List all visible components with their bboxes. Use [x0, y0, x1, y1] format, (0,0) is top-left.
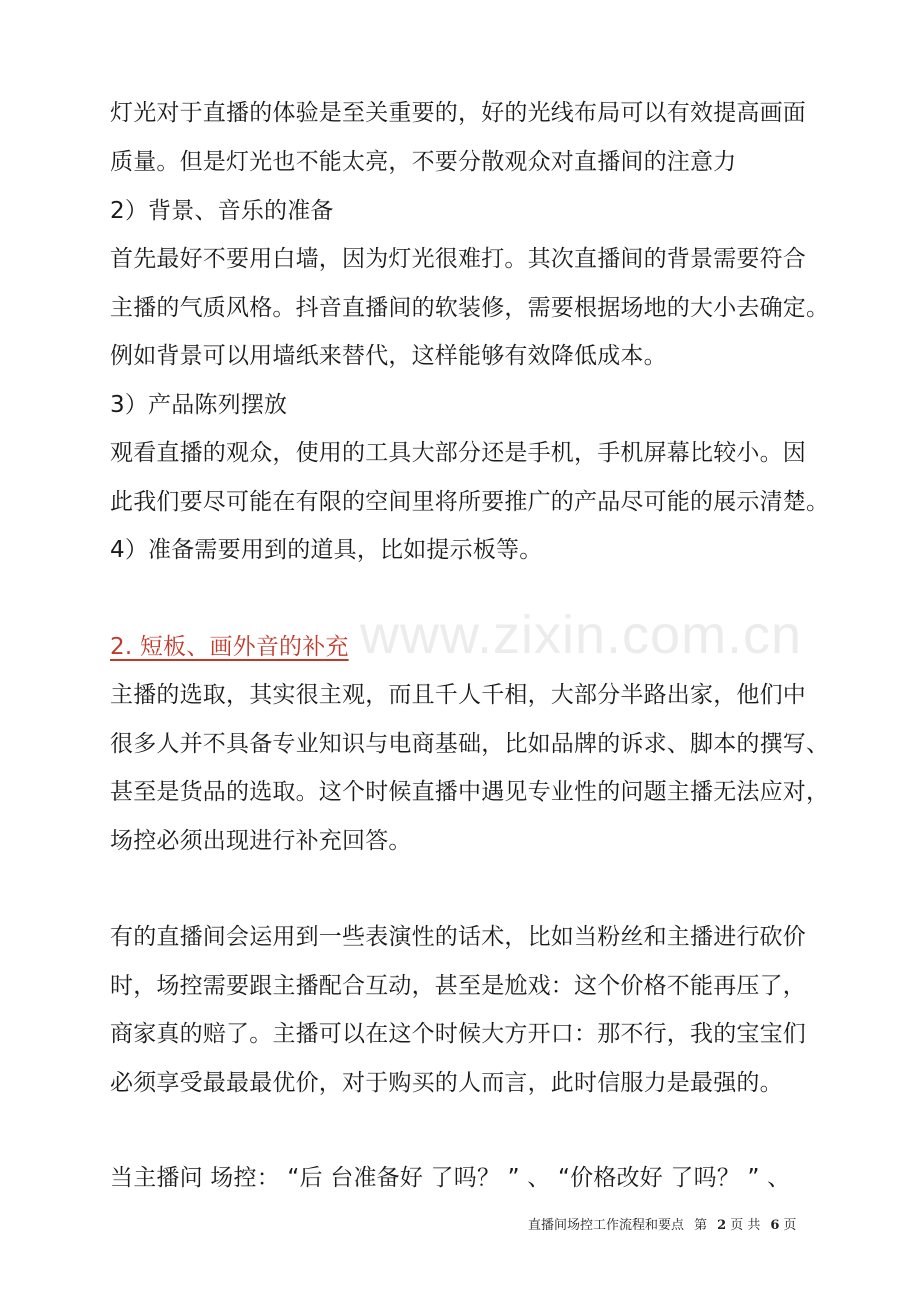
footer-page-suffix: 页 — [783, 1218, 797, 1233]
paragraph-line: 甚至是货品的选取。这个时候直播中遇见专业性的问题主播无法应对， — [110, 779, 830, 805]
paragraph-line: 时，场控需要跟主播配合互动，甚至是尬戏：这个价格不能再压了， — [110, 973, 806, 999]
paragraph-line: 主播的气质风格。抖音直播间的软装修，需要根据场地的大小去确定。 — [110, 295, 830, 321]
footer-page-total: 6 — [770, 1218, 780, 1233]
subheading-props: 4）准备需要用到的道具，比如提示板等。 — [110, 537, 543, 563]
footer-page-prefix: 第 — [694, 1218, 708, 1233]
paragraph-line: 当主播问 场控： “后 台准备好 了吗？ ” 、 “价格改好 了吗？ ” 、 — [110, 1165, 791, 1191]
subheading-background-music: 2）背景、音乐的准备 — [110, 198, 334, 224]
paragraph-line: 例如背景可以用墙纸来替代，这样能够有效降低成本。 — [110, 343, 667, 369]
paragraph-line: 此我们要尽可能在有限的空间里将所要推广的产品尽可能的展示清楚。 — [110, 489, 830, 515]
paragraph-line: 主播的选取，其实很主观，而且千人千相，大部分半路出家，他们中 — [110, 682, 806, 708]
paragraph-line: 商家真的赔了。主播可以在这个时候大方开口：那不行，我的宝宝们 — [110, 1021, 806, 1047]
subheading-product-display: 3）产品陈列摆放 — [110, 392, 288, 418]
paragraph-line: 必须享受最最最优价，对于购买的人而言，此时信服力是最强的。 — [110, 1070, 783, 1096]
page-footer — [528, 1217, 802, 1235]
section-heading: 2. 短板、画外音的补充 — [110, 634, 349, 660]
footer-page-number: 2 — [717, 1218, 727, 1233]
footer-doc-title: 直播间场控工作流程和要点 — [528, 1218, 685, 1233]
paragraph-line: 场控必须出现进行补充回答。 — [110, 828, 412, 854]
paragraph-line: 有的直播间会运用到一些表演性的话术，比如当粉丝和主播进行砍价 — [110, 924, 806, 950]
paragraph-line: 灯光对于直播的体验是至关重要的，好的光线布局可以有效提高画面 — [110, 100, 806, 126]
footer-page-mid: 页 共 — [730, 1218, 761, 1233]
watermark: www.zixin.com.cn — [360, 605, 803, 665]
paragraph-line: 质量。但是灯光也不能太亮，不要分散观众对直播间的注意力 — [110, 149, 737, 175]
paragraph-line: 观看直播的观众，使用的工具大部分还是手机，手机屏幕比较小。因 — [110, 440, 806, 466]
paragraph-line: 很多人并不具备专业知识与电商基础，比如品牌的诉求、脚本的撰写、 — [110, 731, 830, 757]
paragraph-line: 首先最好不要用白墙，因为灯光很难打。其次直播间的背景需要符合 — [110, 246, 806, 272]
